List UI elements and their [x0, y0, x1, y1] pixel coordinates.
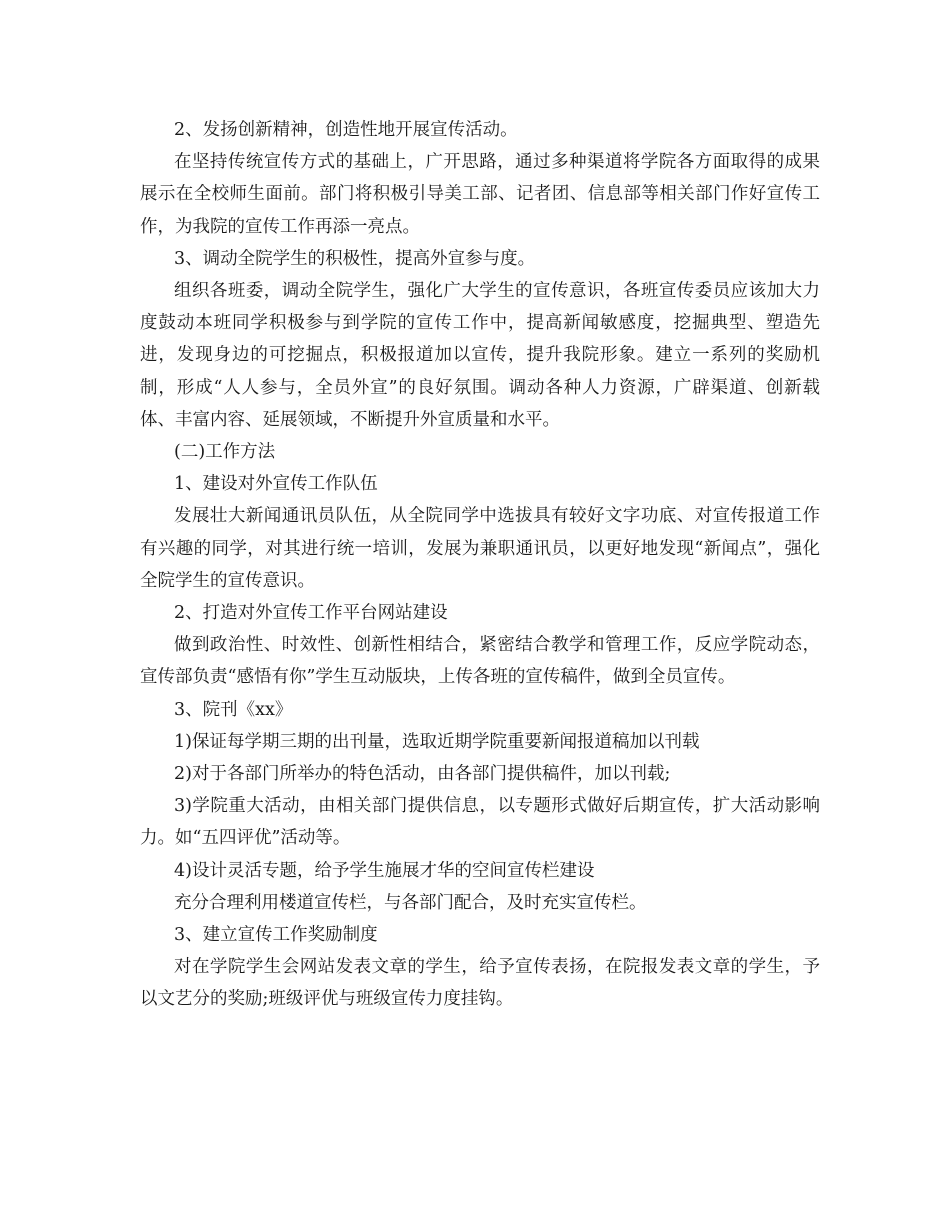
- paragraph-class-committees: 组织各班委，调动全院学生，强化广大学生的宣传意识，各班宣传委员应该加大力度鼓动本班同学积极参与到学院的宣传工作中，提高新闻敏感度，挖掘典型、塑造先进，发现身边的可挖掘点，积极报道加以宣传，提升我院形象。建立一系列的奖励机制，形成“人人参与，全员外宣”的良好氛围。调动各种人力资源，广辟渠道、创新载体、丰富内容、延展领域，不断提升外宣质量和水平。: [140, 281, 820, 430]
- paragraph-heading-rewards: 3、建立宣传工作奖励制度: [174, 925, 378, 946]
- paragraph-heading-motivation: 3、调动全院学生的积极性，提高外宣参与度。: [174, 248, 536, 269]
- paragraph-heading-journal: 3、院刊《xx》: [174, 699, 293, 720]
- list-item-journal-3: 3)学院重大活动，由相关部门提供信息，以专题形式做好后期宣传，扩大活动影响力。如“五四评优”活动等。: [140, 796, 820, 849]
- list-item-journal-4: 4)设计灵活专题，给予学生施展才华的空间宣传栏建设: [174, 860, 595, 881]
- paragraph-rewards-details: 对在学院学生会网站发表文章的学生，给予宣传表扬，在院报发表文章的学生，予以文艺分的奖励;班级评优与班级宣传力度挂钩。: [140, 957, 820, 1010]
- list-item-journal-2: 2)对于各部门所举办的特色活动，由各部门提供稿件，加以刊载;: [174, 764, 671, 785]
- paragraph-heading-team: 1、建设对外宣传工作队伍: [174, 474, 378, 495]
- document-body: [140, 114, 820, 1016]
- section-heading-work-methods: (二)工作方法: [174, 442, 276, 463]
- paragraph-website-details: 做到政治性、时效性、创新性相结合，紧密结合教学和管理工作，反应学院动态，宣传部负责“感悟有你”学生互动版块，上传各班的宣传稿件，做到全员宣传。: [140, 635, 820, 688]
- paragraph-correspondents: 发展壮大新闻通讯员队伍，从全院同学中选拔具有较好文字功底、对宣传报道工作有兴趣的同学，对其进行统一培训，发展为兼职通讯员，以更好地发现“新闻点”，强化全院学生的宣传意识。: [140, 506, 820, 591]
- paragraph-heading-innovation: 2、发扬创新精神，创造性地开展宣传活动。: [174, 120, 518, 140]
- paragraph-traditional-methods: 在坚持传统宣传方式的基础上，广开思路，通过多种渠道将学院各方面取得的成果展示在全校师生面前。部门将积极引导美工部、记者团、信息部等相关部门作好宣传工作，为我院的宣传工作再添一亮点。: [140, 152, 820, 237]
- list-item-journal-1: 1)保证每学期三期的出刊量，选取近期学院重要新闻报道稿加以刊载: [174, 731, 700, 752]
- paragraph-heading-website: 2、打造对外宣传工作平台网站建设: [174, 603, 448, 624]
- paragraph-bulletin-boards: 充分合理利用楼道宣传栏，与各部门配合，及时充实宣传栏。: [174, 892, 647, 913]
